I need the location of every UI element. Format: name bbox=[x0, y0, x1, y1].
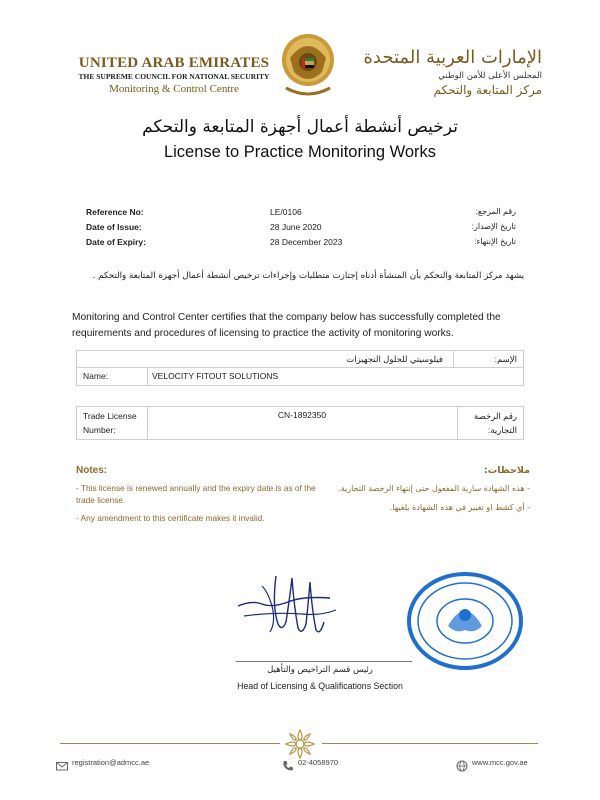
date-of-issue-value: 28 June 2020 bbox=[270, 222, 322, 232]
signatory-title-en: Head of Licensing & Qualifications Section bbox=[237, 681, 403, 691]
note-item-ar: - هذه الشهادة سارية المفعول حتى إنتهاء الرخصة التجارية. bbox=[338, 484, 530, 493]
notes-english bbox=[76, 465, 316, 530]
company-name-table bbox=[76, 350, 524, 386]
header-country-ar: الإمارات العربية المتحدة bbox=[363, 47, 542, 68]
header-centre-ar: مركز المتابعة والتحكم bbox=[433, 83, 542, 97]
footer-divider-left bbox=[60, 743, 280, 744]
company-name-row-en bbox=[77, 368, 523, 385]
note-item-en: - This license is renewed annually and the expiry date is as of the trade license. bbox=[76, 483, 316, 505]
footer-phone[interactable]: 02-4058970 bbox=[298, 758, 339, 767]
date-of-issue-label: Date of Issue: bbox=[86, 222, 142, 232]
date-of-expiry-row bbox=[86, 237, 516, 253]
trade-license-label-en-line1: Trade License bbox=[83, 411, 137, 421]
company-name-row-ar bbox=[77, 351, 523, 368]
company-name-value-en: VELOCITY FITOUT SOLUTIONS bbox=[152, 371, 279, 381]
date-of-expiry-label-ar: تاريخ الإنتهاء: bbox=[474, 237, 516, 246]
signatory-title-ar: رئيس قسم التراخيص والتأهيل bbox=[267, 665, 373, 675]
table-divider bbox=[147, 368, 148, 385]
trade-license-label-ar bbox=[474, 409, 517, 437]
header-council-en: THE SUPREME COUNCIL FOR NATIONAL SECURITY bbox=[78, 72, 270, 81]
header-country-en: UNITED ARAB EMIRATES bbox=[78, 55, 270, 71]
falcon-emblem-icon bbox=[276, 28, 340, 108]
certification-text-ar: يشهد مركز المتابعة والتحكم بأن المنشأة أدناه إجتازت متطلبات وإجراءات ترخيص أنشطة أعمال أجهزة المتابعة والتحكم . bbox=[92, 271, 524, 281]
footer-divider-right bbox=[322, 743, 538, 744]
note-item-en: - Any amendment to this certificate makes it invalid. bbox=[76, 513, 265, 523]
date-of-issue-label-ar: تاريخ الإصدار: bbox=[471, 222, 516, 231]
notes-arabic bbox=[320, 465, 530, 520]
reference-no-label-ar: رقم المرجع: bbox=[475, 207, 516, 216]
globe-icon bbox=[456, 757, 468, 769]
date-of-expiry-value: 28 December 2023 bbox=[270, 237, 343, 247]
trade-license-label-ar-line2: التجارية: bbox=[488, 425, 517, 435]
footer-ornament-icon bbox=[284, 728, 316, 760]
note-item-ar: - أي كشط او تغيير في هذه الشهادة يلغيها. bbox=[389, 503, 530, 512]
header-council-ar: المجلس الأعلى للأمن الوطني bbox=[438, 71, 542, 81]
title-arabic: ترخيص أنشطة أعمال أجهزة المتابعة والتحكم bbox=[142, 117, 458, 137]
trade-license-label-en bbox=[83, 409, 137, 437]
note-item-ar-text: أي كشط او تغيير في هذه الشهادة يلغيها. bbox=[389, 503, 525, 512]
footer-email[interactable]: registration@admcc.ae bbox=[72, 758, 150, 767]
note-item-ar-text: هذه الشهادة سارية المفعول حتى إنتهاء الرخصة التجارية. bbox=[338, 484, 525, 493]
phone-icon bbox=[282, 757, 294, 769]
title-english: License to Practice Monitoring Works bbox=[163, 143, 437, 161]
trade-license-label-ar-line1: رقم الرخصة bbox=[473, 411, 517, 421]
signature-line bbox=[236, 661, 412, 662]
trade-license-table bbox=[76, 406, 524, 440]
official-stamp bbox=[404, 570, 526, 672]
notes-heading-ar: ملاحظات: bbox=[483, 465, 530, 476]
reference-no-value: LE/0106 bbox=[270, 207, 302, 217]
trade-license-label-en-line2: Number: bbox=[83, 425, 116, 435]
header-arabic bbox=[338, 46, 542, 98]
company-name-label-en: Name: bbox=[83, 371, 109, 381]
company-name-value-ar: فيلوسيتي للحلول التجهيزات bbox=[346, 354, 443, 364]
footer-website[interactable]: www.mcc.gov.ae bbox=[472, 758, 528, 767]
table-divider bbox=[453, 351, 454, 367]
header-english bbox=[70, 55, 278, 96]
certification-text-en: Monitoring and Control Center certifies that the company below has successfully completed the requirements and procedures of licensing to practice the activity of monitoring works. bbox=[72, 312, 501, 339]
table-divider bbox=[457, 407, 458, 439]
envelope-icon bbox=[56, 757, 68, 769]
handwritten-signature bbox=[232, 566, 342, 644]
notes-heading-en: Notes: bbox=[76, 465, 108, 476]
date-of-issue-row bbox=[86, 222, 516, 238]
company-name-label-ar: الإسم: bbox=[494, 354, 517, 364]
reference-no-row bbox=[86, 207, 516, 223]
trade-license-value: CN-1892350 bbox=[277, 410, 327, 420]
trade-license-row bbox=[77, 407, 523, 439]
header-centre-en: Monitoring & Control Centre bbox=[109, 83, 239, 95]
reference-no-label: Reference No: bbox=[86, 207, 144, 217]
date-of-expiry-label: Date of Expiry: bbox=[86, 237, 146, 247]
